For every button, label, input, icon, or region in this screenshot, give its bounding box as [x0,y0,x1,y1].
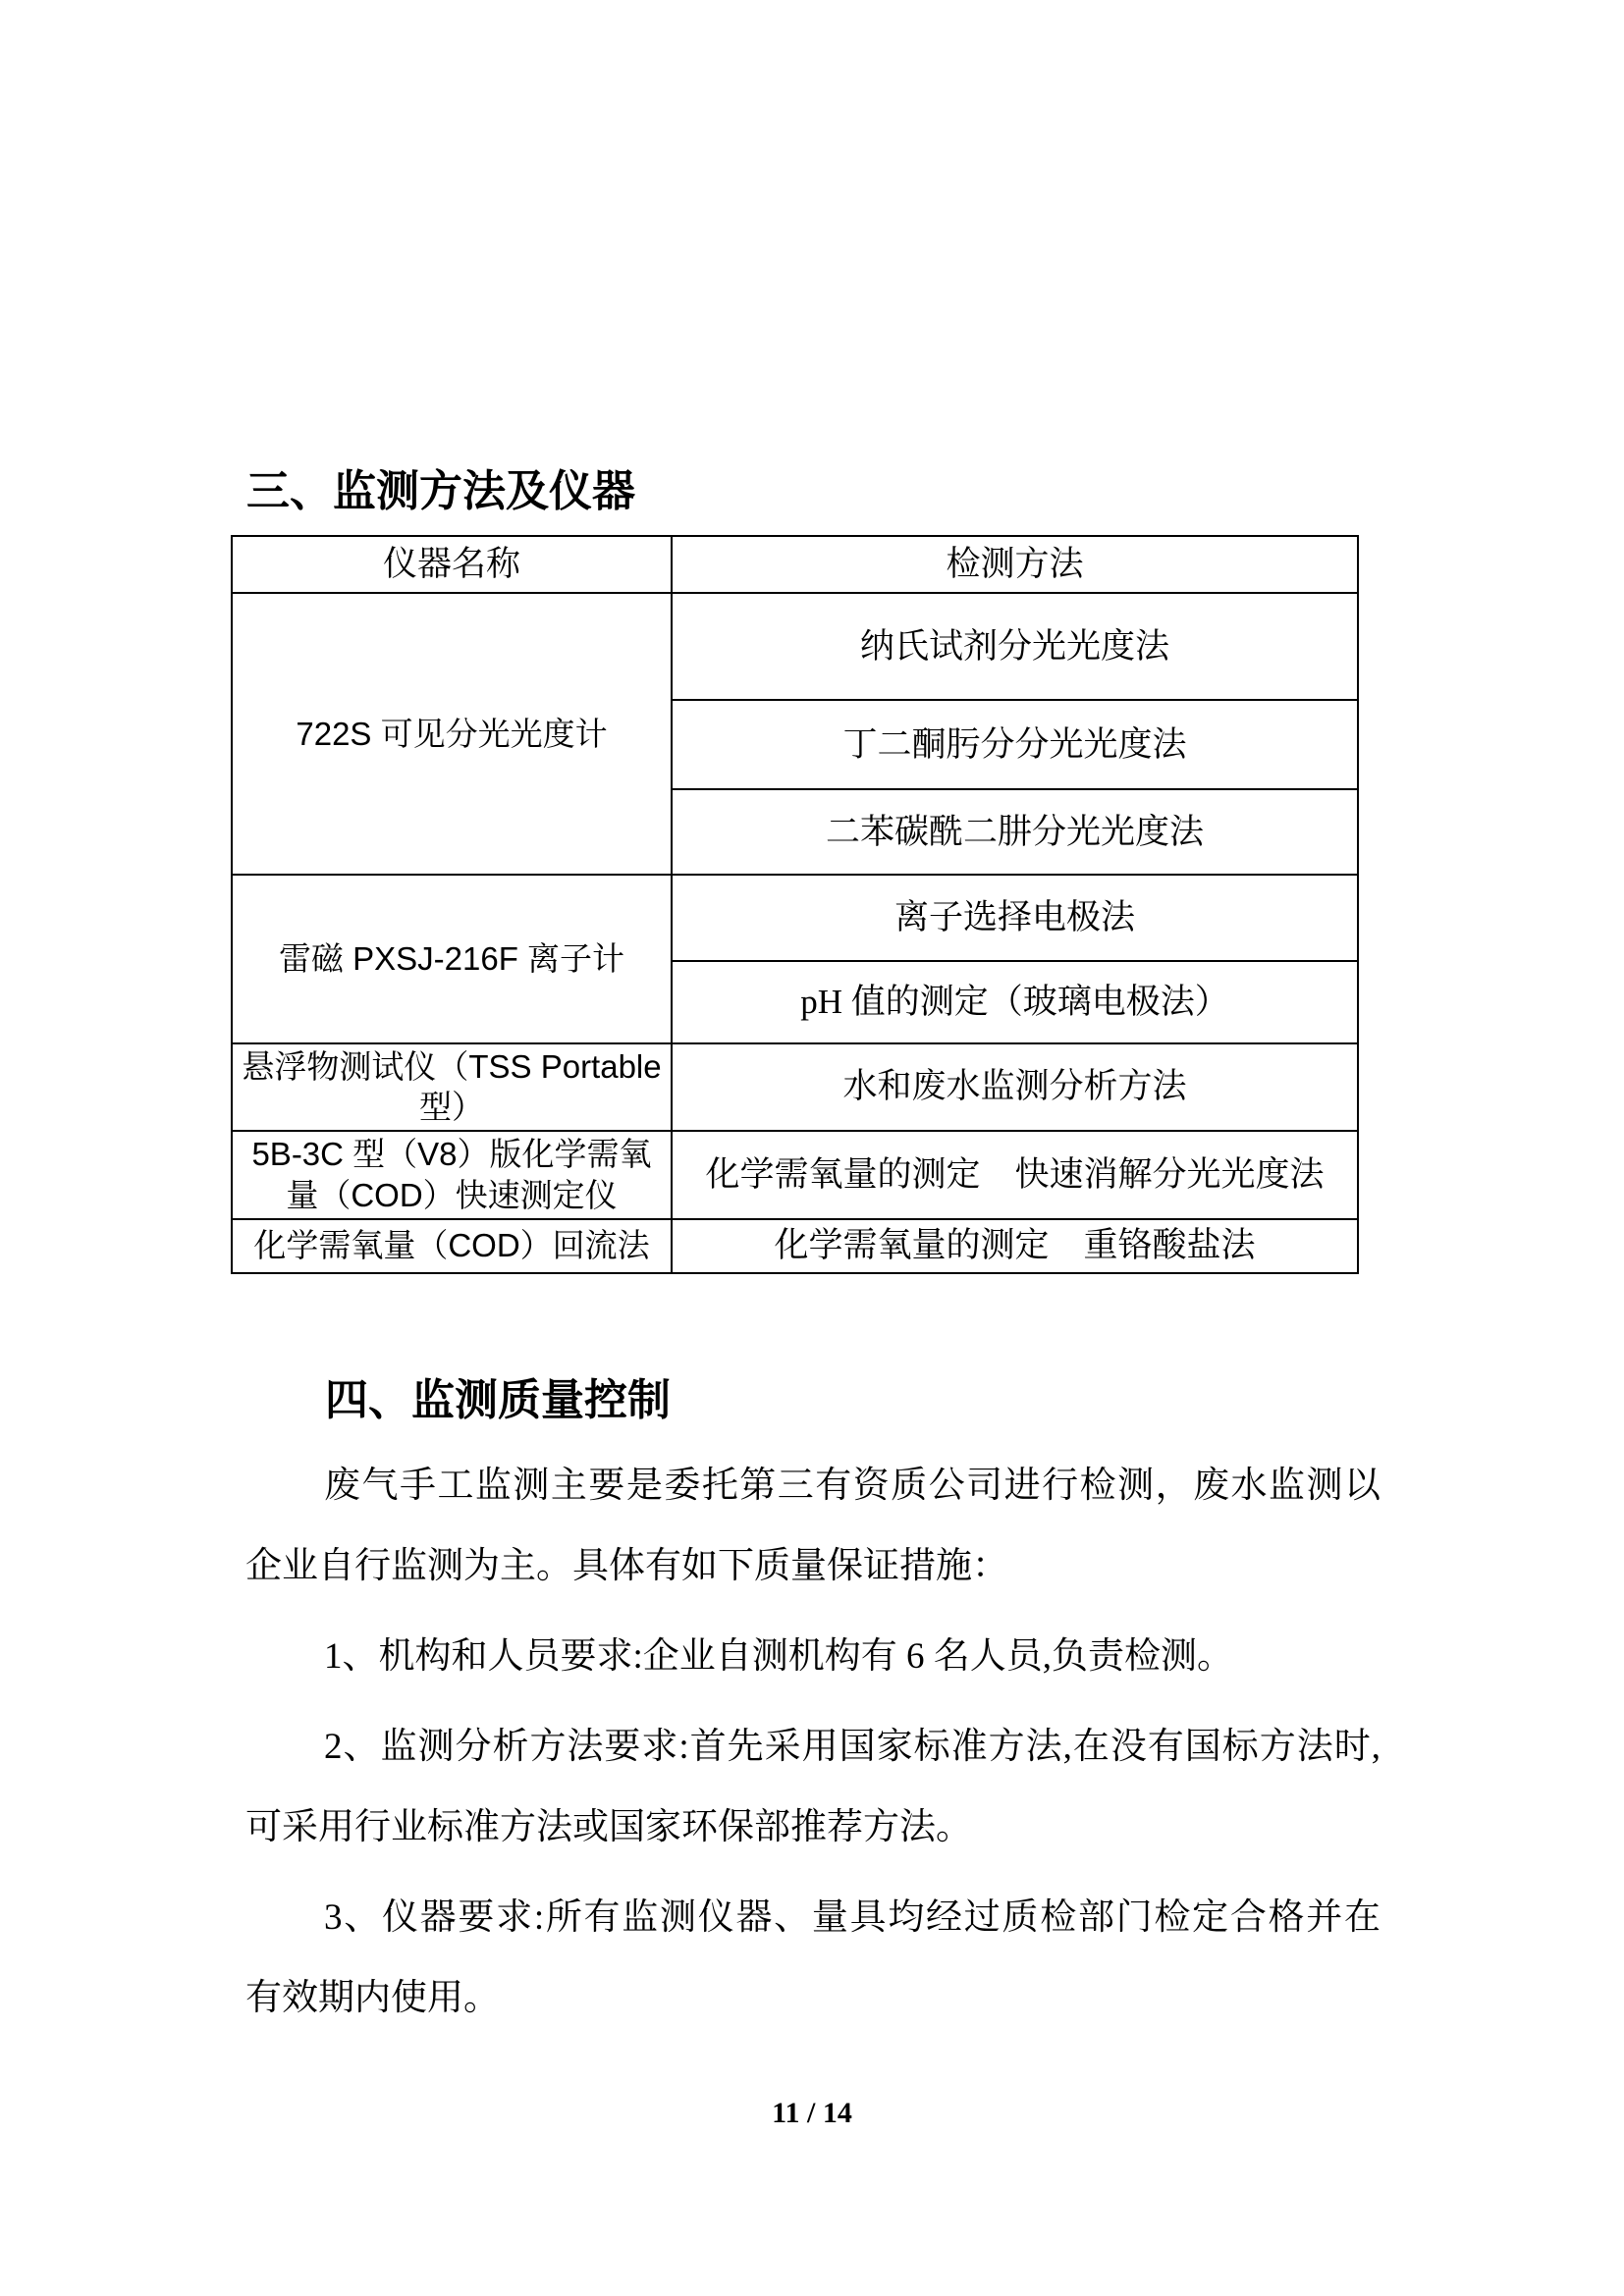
paragraph-line: 废气手工监测主要是委托第三有资质公司进行检测，废水监测以 [324,1466,1380,1506]
paragraph-line: 有效期内使用。 [245,1978,500,2018]
paragraph-line: 2、监测分析方法要求:首先采用国家标准方法,在没有国标方法时, [324,1727,1380,1767]
method-cell: 丁二酮肟分分光光度法 [672,700,1358,789]
paragraph [245,1617,1380,1697]
instrument-cell: 722S 可见分光光度计 [232,593,672,875]
method-cell: 纳氏试剂分光光度法 [672,593,1358,700]
section-heading-quality: 四、监测质量控制 [325,1376,671,1424]
method-cell: 化学需氧量的测定 快速消解分光光度法 [672,1131,1358,1219]
section-heading-methods: 三、监测方法及仪器 [246,467,635,515]
instrument-cell: 悬浮物测试仪（TSS Portable 型） [232,1043,672,1131]
instrument-cell: 化学需氧量（COD）回流法 [232,1219,672,1273]
paragraph [245,1446,1380,1607]
paragraph [245,1707,1380,1868]
method-cell: 水和废水监测分析方法 [672,1043,1358,1131]
instrument-cell: 5B-3C 型（V8）版化学需氧量（COD）快速测定仪 [232,1131,672,1219]
method-cell: 化学需氧量的测定 重铬酸盐法 [672,1219,1358,1273]
page-number: 11 / 14 [772,2097,852,2129]
method-cell: 二苯碳酰二肼分光光度法 [672,789,1358,875]
table-row [232,875,1358,961]
methods-table [231,535,1359,1274]
col-header-instrument: 仪器名称 [232,536,672,593]
instrument-cell: 雷磁 PXSJ-216F 离子计 [232,875,672,1043]
table-header-row [232,536,1358,593]
paragraph-line: 可采用行业标准方法或国家环保部推荐方法。 [245,1807,972,1847]
table-row [232,1219,1358,1273]
quality-paragraphs [245,1446,1380,2039]
table-row [232,1131,1358,1219]
paragraph [245,1878,1380,2039]
paragraph-line: 3、仪器要求:所有监测仪器、量具均经过质检部门检定合格并在 [324,1897,1380,1938]
paragraph-line: 1、机构和人员要求:企业自测机构有 6 名人员,负责检测。 [324,1636,1234,1677]
table-row [232,1043,1358,1131]
col-header-method: 检测方法 [672,536,1358,593]
method-cell: 离子选择电极法 [672,875,1358,961]
paragraph-line: 企业自行监测为主。具体有如下质量保证措施： [245,1546,1008,1586]
method-cell: pH 值的测定（玻璃电极法） [672,961,1358,1043]
table-row [232,593,1358,700]
